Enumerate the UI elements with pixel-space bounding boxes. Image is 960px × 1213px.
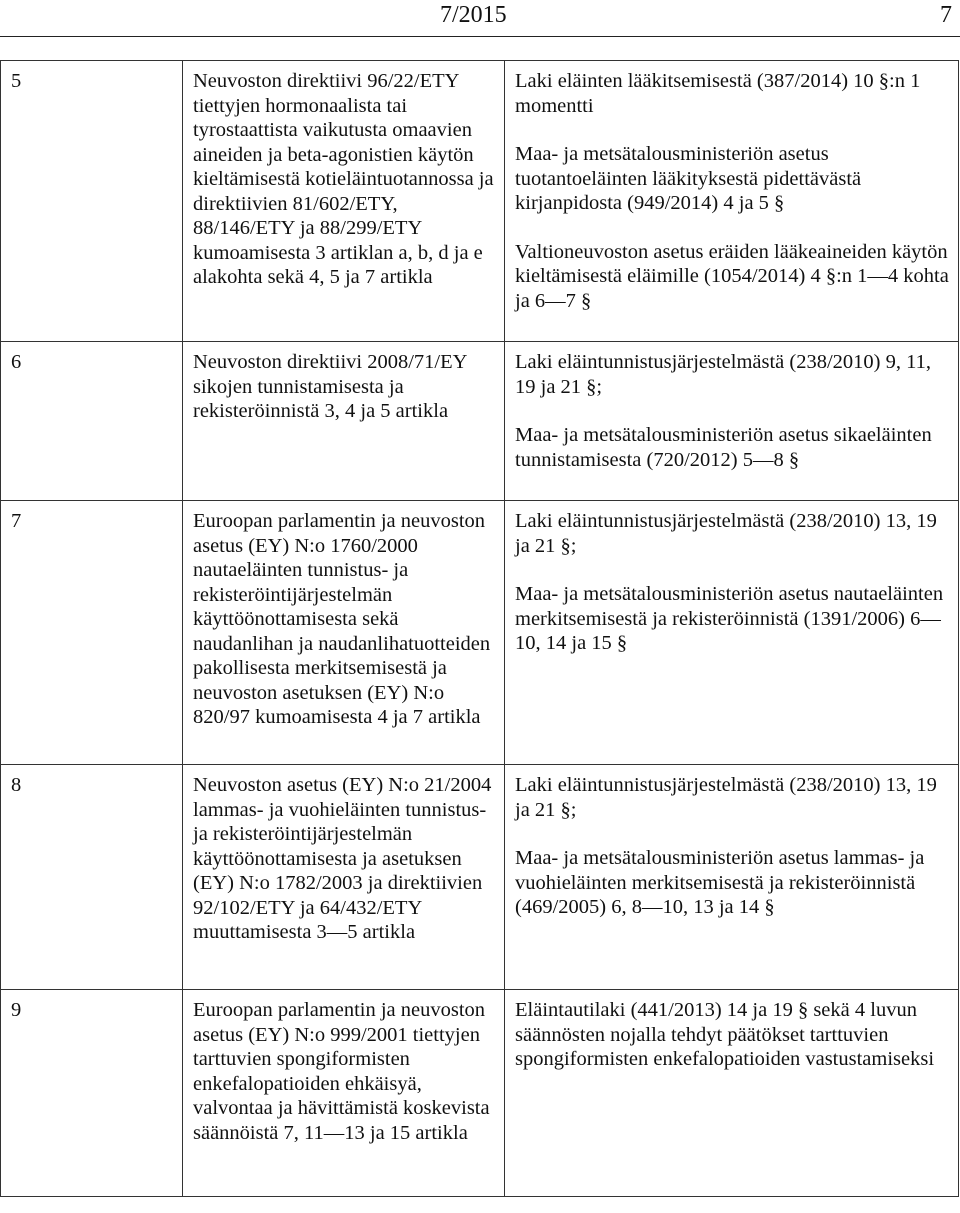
- page-header: [0, 0, 960, 40]
- row-number: 9: [1, 990, 183, 1197]
- national-legislation-cell: [505, 990, 959, 1197]
- national-legislation-cell: [505, 765, 959, 990]
- legislation-entry: Laki eläintunnistusjärjestelmästä (238/2010) 13, 19 ja 21 §;: [515, 510, 937, 557]
- row-number: 7: [1, 501, 183, 765]
- table-row: [1, 765, 959, 990]
- table-row: [1, 342, 959, 501]
- legislation-entry: Maa- ja metsätalousministeriön asetus tuotantoeläinten lääkityksestä pidettävästä kirjanpidosta (949/2014) 4 ja 5 §: [515, 143, 862, 214]
- page-number: 7: [940, 2, 952, 28]
- row-number: 6: [1, 342, 183, 501]
- correspondence-table: [0, 60, 959, 1197]
- directive-cell: Euroopan parlamentin ja neuvoston asetus (EY) N:o 1760/2000 nautaeläinten tunnistus- ja rekisteröintijärjestelmän käyttöönottamisesta sekä naudanlihan ja naudanlihatuotteiden pakollisesta merkitsemisestä ja neuvoston asetuksen (EY) N:o 820/97 kumoamisesta 4 ja 7 artikla: [183, 501, 505, 765]
- directive-cell: Neuvoston direktiivi 96/22/ETY tiettyjen hormonaalista tai tyrostaattista vaikutusta omaavien aineiden ja beta-agonistien käytön kieltämisestä kotieläintuotannossa ja direktiivien 81/602/ETY, 88/146/ETY ja 88/299/ETY kumoamisesta 3 artiklan a, b, d ja e alakohta sekä 4, 5 ja 7 artikla: [183, 61, 505, 342]
- row-number: 5: [1, 61, 183, 342]
- legislation-entry: Laki eläintunnistusjärjestelmästä (238/2010) 9, 11, 19 ja 21 §;: [515, 351, 931, 398]
- legislation-entry: Laki eläintunnistusjärjestelmästä (238/2010) 13, 19 ja 21 §;: [515, 774, 937, 821]
- national-legislation-cell: [505, 501, 959, 765]
- table-row: [1, 501, 959, 765]
- table-row: [1, 990, 959, 1197]
- table-row: [1, 61, 959, 342]
- legislation-entry: Eläintautilaki (441/2013) 14 ja 19 § sekä 4 luvun säännösten nojalla tehdyt päätökset tarttuvien spongiformisten enkefalopatioiden vastustamiseksi: [515, 999, 935, 1070]
- national-legislation-cell: [505, 342, 959, 501]
- directive-cell: Neuvoston asetus (EY) N:o 21/2004 lammas- ja vuohieläinten tunnistus- ja rekisteröintijärjestelmän käyttöönottamisesta ja asetuksen (EY) N:o 1782/2003 ja direktiivien 92/102/ETY ja 64/432/ETY muuttamisesta 3—5 artikla: [183, 765, 505, 990]
- legislation-entry: Maa- ja metsätalousministeriön asetus nautaeläinten merkitsemisestä ja rekisteröinnistä (1391/2006) 6—10, 14 ja 15 §: [515, 583, 944, 654]
- legislation-entry: Laki eläinten lääkitsemisestä (387/2014) 10 §:n 1 momentti: [515, 70, 921, 117]
- row-number: 8: [1, 765, 183, 990]
- legislation-entry: Maa- ja metsätalousministeriön asetus lammas- ja vuohieläinten merkitsemisestä ja rekisteröinnistä (469/2005) 6, 8—10, 13 ja 14 §: [515, 847, 925, 918]
- directive-cell: Neuvoston direktiivi 2008/71/EY sikojen tunnistamisesta ja rekisteröinnistä 3, 4 ja 5 artikla: [183, 342, 505, 501]
- directive-cell: Euroopan parlamentin ja neuvoston asetus (EY) N:o 999/2001 tiettyjen tarttuvien spongiformisten enkefalopatioiden ehkäisyä, valvontaa ja hävittämistä koskevista säännöistä 7, 11—13 ja 15 artikla: [183, 990, 505, 1197]
- national-legislation-cell: [505, 61, 959, 342]
- issue-label: 7/2015: [440, 2, 507, 28]
- legislation-entry: Valtioneuvoston asetus eräiden lääkeaineiden käytön kieltämisestä eläimille (1054/2014) 4 §:n 1—4 kohta ja 6—7 §: [515, 240, 949, 312]
- legislation-entry: Maa- ja metsätalousministeriön asetus sikaeläinten tunnistamisesta (720/2012) 5—8 §: [515, 424, 932, 471]
- header-rule: [0, 36, 960, 37]
